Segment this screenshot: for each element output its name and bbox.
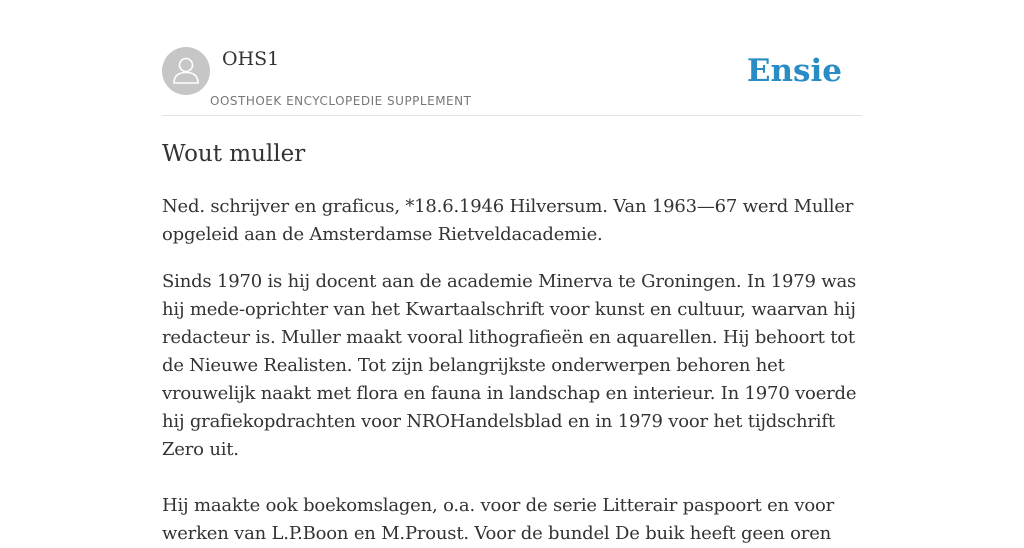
author-avatar[interactable] — [162, 47, 210, 95]
article-paragraph: Ned. schrijver en graficus, *18.6.1946 Hilversum. Van 1963—67 werd Muller opgeleid aan de Amsterdamse Rietveldacademie. — [162, 196, 854, 245]
source-label[interactable]: OOSTHOEK ENCYCLOPEDIE SUPPLEMENT — [210, 94, 472, 108]
brand-logo[interactable]: Ensie — [746, 53, 842, 89]
article-body — [162, 138, 862, 548]
article-title: Wout muller — [162, 141, 306, 167]
user-icon — [162, 47, 210, 95]
author-name[interactable]: OHS1 — [222, 48, 280, 70]
article-paragraph: Hij maakte ook boekomslagen, o.a. voor de serie Litterair paspoort en voor werken van L.P.Boon en M.Proust. Voor de bundel De buik heeft geen oren — [162, 495, 835, 544]
article-paragraph: Sinds 1970 is hij docent aan de academie Minerva te Groningen. In 1979 was hij mede-oprichter van het Kwartaalschrift voor kunst en cultuur, waarvan hij redacteur is. Muller maakt vooral lithografieën en aquarellen. Hij behoort tot de Nieuwe Realisten. Tot zijn belangrijkste onderwerpen behoren het vrouwelijk naakt met flora en fauna in landschap en interieur. In 1970 voerde hij grafiekopdrachten voor NROHandelsblad en in 1979 voor het tijdschrift Zero uit. — [162, 271, 857, 460]
article-header — [162, 47, 862, 116]
